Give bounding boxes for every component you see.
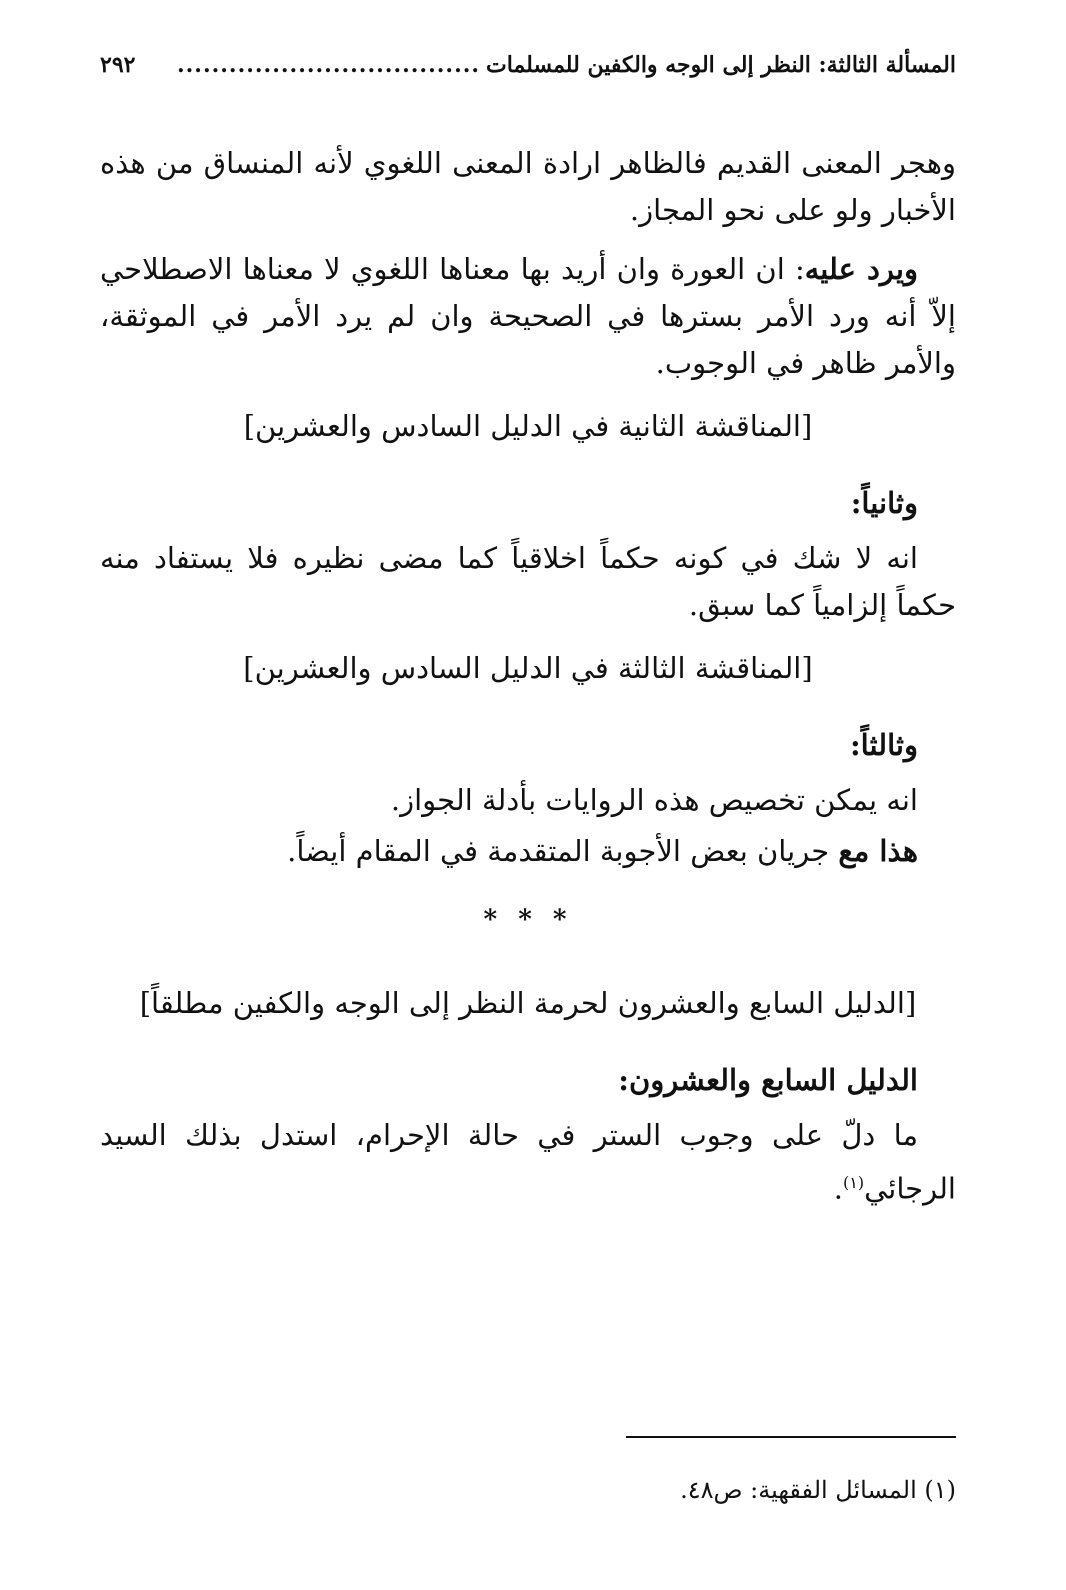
page-body [100,140,956,1225]
paragraph-2-lead: ويرد عليه [804,252,919,286]
leader-dots: ................................... [176,52,481,78]
footnote-rule [626,1436,956,1438]
paragraph-1: وهجر المعنى القديم فالظاهر ارادة المعنى اللغوي لأنه المنساق من هذه الأخبار ولو على نحو المجاز. [100,146,956,227]
paragraph-6-text: ما دلّ على وجوب الستر في حالة الإحرام، استدل بذلك السيد الرجائي [100,1118,956,1206]
paragraph-5-lead: هذا مع [838,834,918,868]
footnote-1: (١) المسائل الفقهية: ص٤٨. [680,1476,956,1504]
paragraph-6 [100,1112,956,1213]
paragraph-5-text: جريان بعض الأجوبة المتقدمة في المقام أيضاً. [287,834,839,868]
subheading-third: وثالثاً: [849,728,918,762]
paragraph-2 [100,246,956,387]
footnote-reference[interactable]: (١) [843,1173,865,1192]
section-heading-3: [المناقشة الثالثة في الدليل السادس والعشرين] [243,651,813,685]
section-heading-4: [الدليل السابع والعشرون لحرمة النظر إلى الوجه والكفين مطلقاً] [139,986,917,1020]
page-number: ٢٩٢ [100,52,136,78]
subheading-27th-evidence: الدليل السابع والعشرون: [618,1063,918,1097]
paragraph-4: انه يمكن تخصيص هذه الروايات بأدلة الجواز. [390,783,918,817]
paragraph-6-end: . [833,1171,843,1206]
running-title: المسألة الثالثة: النظر إلى الوجه والكفين للمسلمات [486,52,956,78]
paragraph-5 [100,828,918,875]
subheading-second: وثانياً: [850,486,918,520]
section-separator-stars: * * * [483,905,573,935]
paragraph-2-text: : ان العورة وان أريد بها معناها اللغوي لا معناها الاصطلاحي إلاّ أنه ورد الأمر بسترها في الصحيحة وان لم يرد الأمر في الموثقة، والأمر ظاهر في الوجوب. [100,252,956,380]
paragraph-3: انه لا شك في كونه حكماً اخلاقياً كما مضى نظيره فلا يستفاد منه حكماً إلزامياً كما سبق. [100,541,956,622]
section-heading-2: [المناقشة الثانية في الدليل السادس والعشرين] [243,409,813,443]
running-header [100,52,956,78]
